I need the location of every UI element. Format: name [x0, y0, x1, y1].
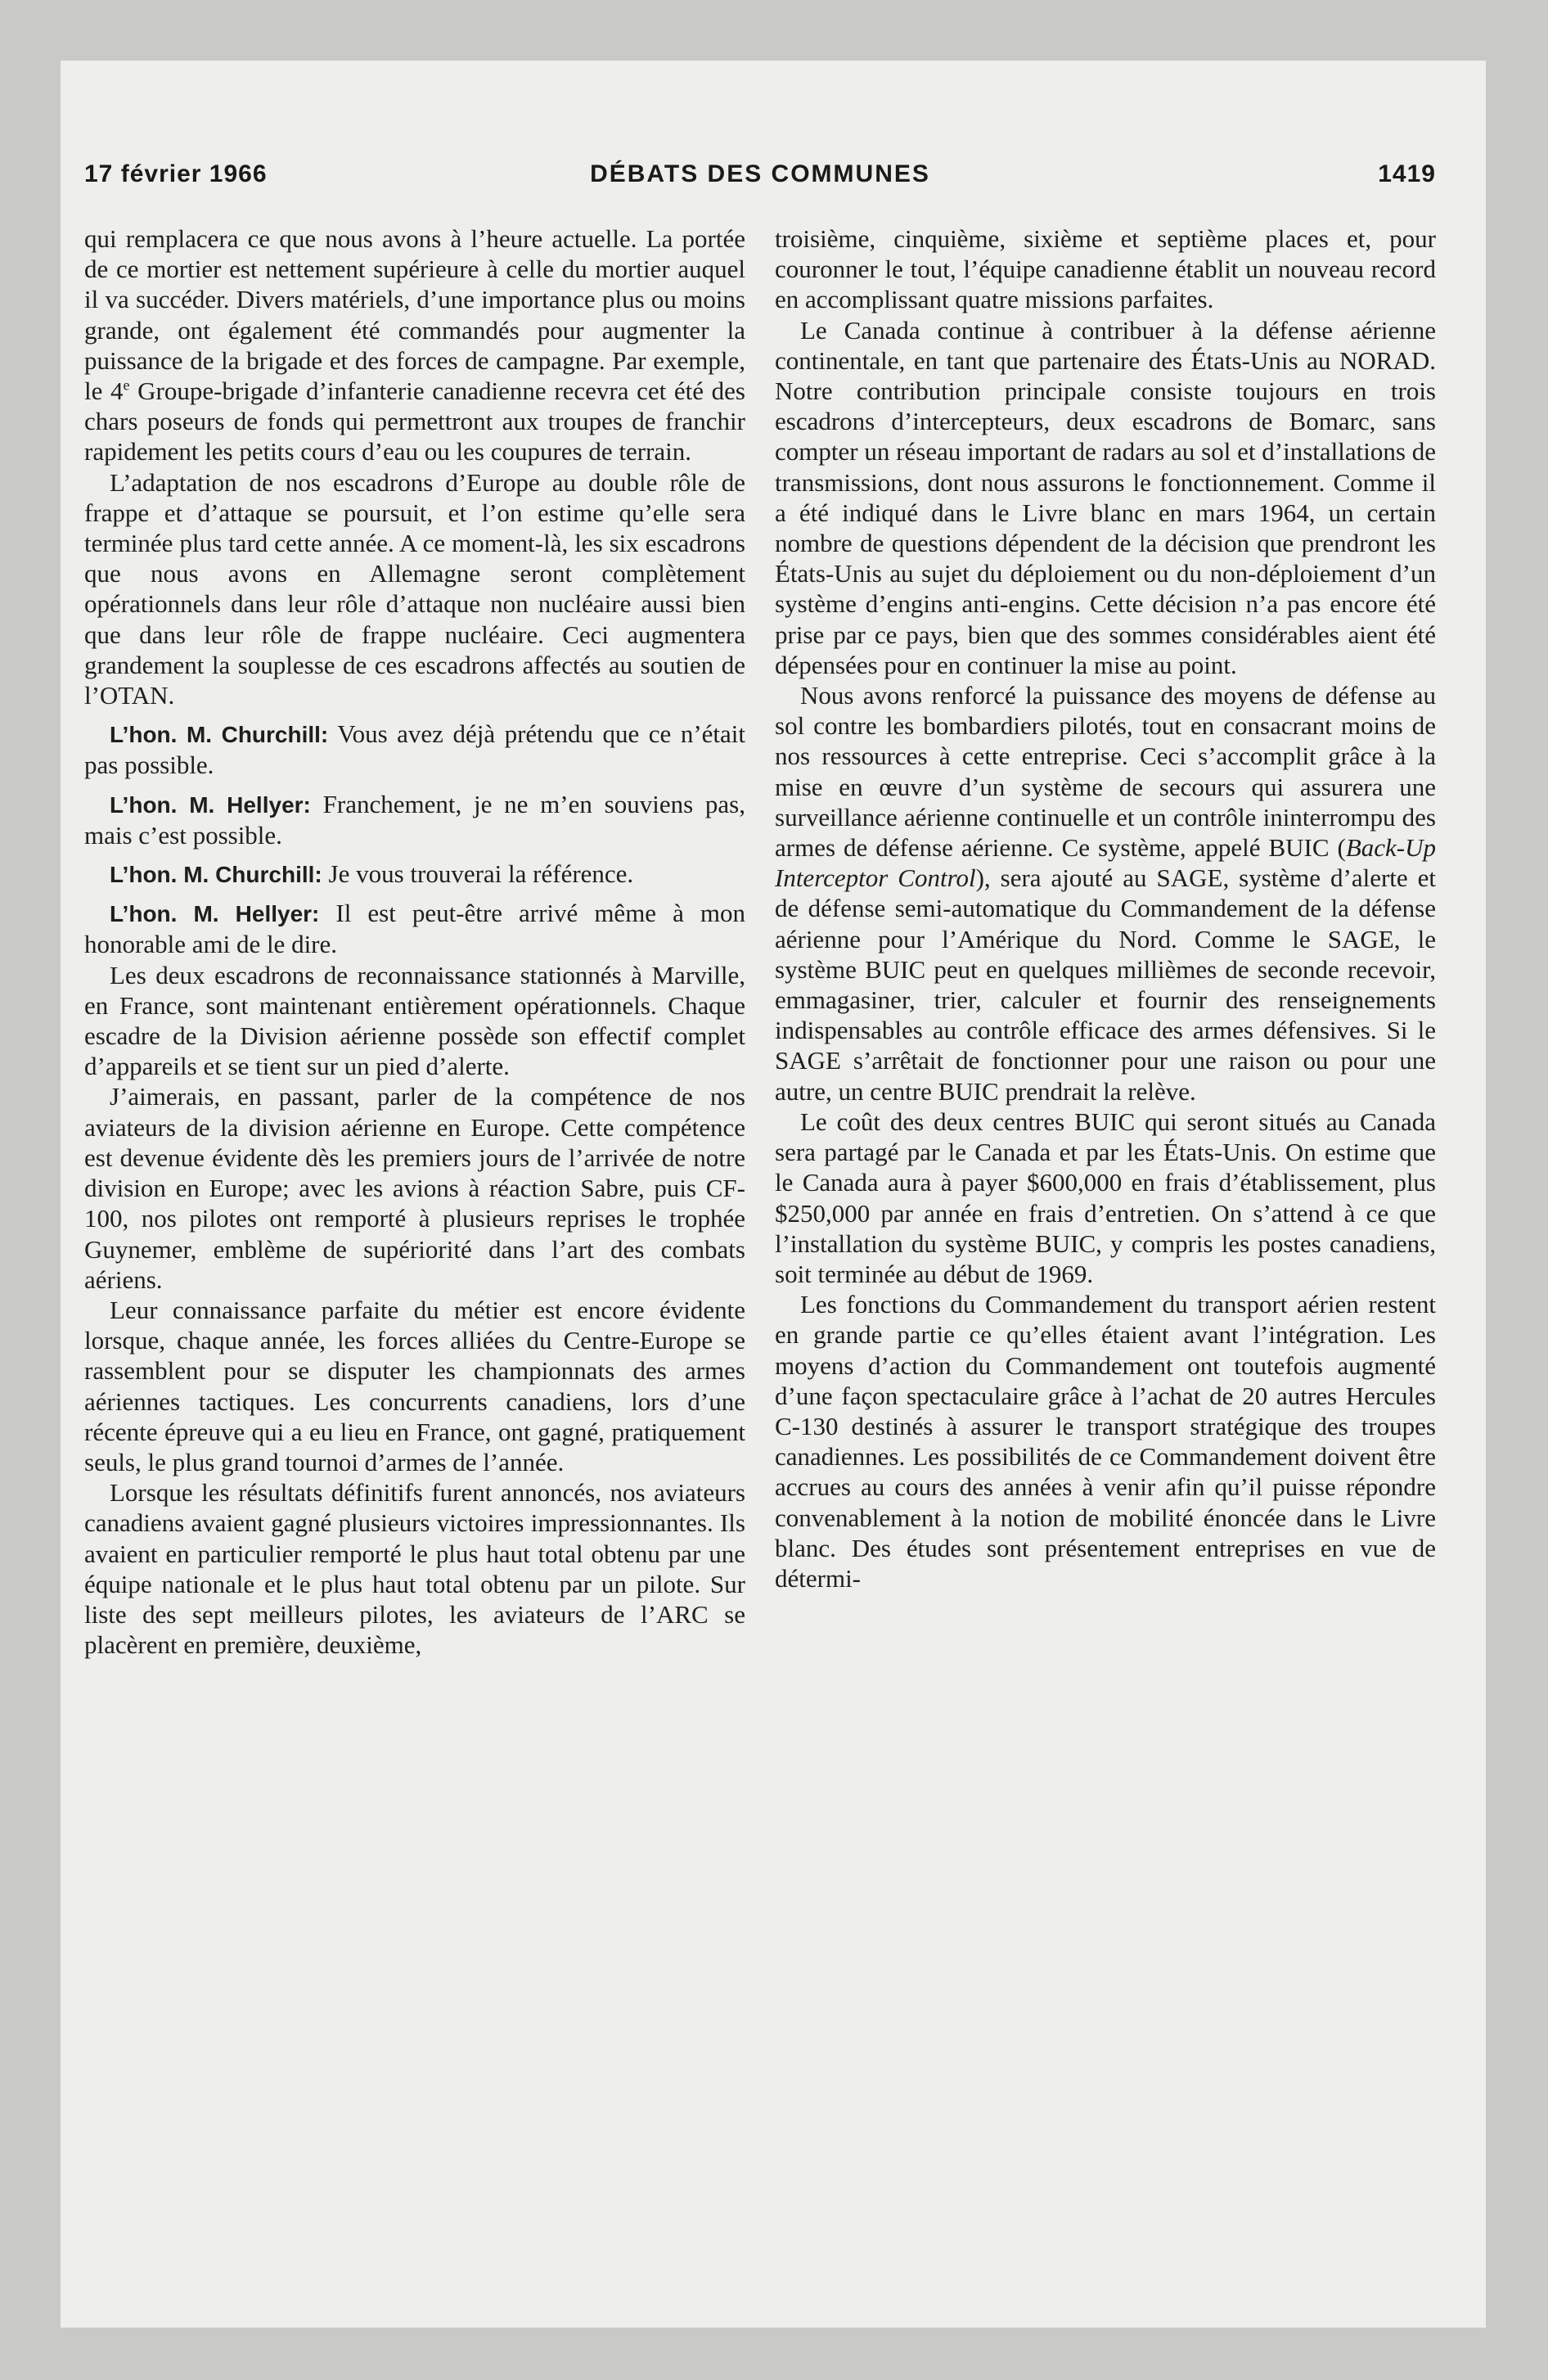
paragraph: Les fonctions du Commandement du transport aérien restent en grande partie ce qu’elles étaient avant l’intégration. Les moyens d’action du Commandement ont toutefois augmenté d’une façon spectaculaire grâce à l’achat de 20 autres Hercules C-130 destinés à assurer le transport stratégique des troupes canadiennes. Les possibilités de ce Commandement doivent être accrues au cours des années à venir afin qu’il puisse répondre convenablement à la notion de mobilité énoncée dans le Livre blanc. Des études sont présentement entreprises en vue de détermi-	[775, 1290, 1436, 1593]
paragraph-text: qui remplacera ce que nous avons à l’heure actuelle. La portée de ce mortier est nettement supérieure à celle du mortier auquel il va succéder. Divers matériels, d’une importance plus ou moins grande, ont également été commandés pour augmenter la puissance de la brigade et des forces de campagne. Par exemple, le 4	[84, 224, 745, 406]
speaker-name: L’hon. M. Churchill:	[110, 722, 329, 748]
paragraph: Leur connaissance parfaite du métier est encore évidente lorsque, chaque année, les forces alliées du Centre-Europe se rassemblent pour se disputer les championnats des armes aériennes tactiques. Les concurrents canadiens, lors d’une récente épreuve qui a eu lieu en France, ont gagné, pratiquement seuls, le plus grand tournoi d’armes de l’année.	[84, 1295, 745, 1476]
dialogue-line	[84, 719, 745, 780]
dialogue-line	[84, 898, 745, 959]
speaker-name: L’hon. M. Hellyer:	[110, 901, 320, 927]
italic-term: Back-Up Interceptor Control	[775, 833, 1436, 893]
paragraph-text: Groupe-brigade d’infanterie canadienne recevra cet été des chars poseurs de fonds qui permettront aux troupes de franchir rapidement les petits cours d’eau ou les coupures de terrain.	[84, 376, 745, 467]
paragraph-text: ), sera ajouté au SAGE, système d’alerte et de défense semi-automatique du Commandement de la défense aérienne pour l’Amérique du Nord. Comme le SAGE, le système BUIC peut en quelques millièmes de seconde recevoir, emmagasiner, trier, calculer et fournir des renseignements indispensables au contrôle efficace des armes défensives. Si le SAGE s’arrêtait de fonctionner pour une raison ou pour une autre, un centre BUIC prendrait la relève.	[775, 863, 1437, 1106]
speech-text: Vous avez déjà prétendu que ce n’était pas possible.	[84, 719, 745, 780]
paragraph: L’adaptation de nos escadrons d’Europe au double rôle de frappe et d’attaque se poursuit, et l’on estime qu’elle sera terminée plus tard cette année. A ce moment-là, les six escadrons que nous avons en Allemagne seront complètement opérationnels dans leur rôle d’attaque non nucléaire aussi bien que dans leur rôle de frappe nucléaire. Ceci augmentera grandement la souplesse de ces escadrons affectés au soutien de l’OTAN.	[84, 467, 745, 710]
paragraph: Lorsque les résultats définitifs furent annoncés, nos aviateurs canadiens avaient gagné plusieurs victoires impressionnantes. Ils avaient en particulier remporté le plus haut total obtenu par une équipe nationale et le plus haut total obtenu par un pilote. Sur liste des sept meilleurs pilotes, les aviateurs de l’ARC se placèrent en première, deuxième,	[84, 1478, 745, 1660]
speech-text: Il est peut-être arrivé même à mon honorable ami de le dire.	[84, 899, 745, 959]
paragraph-text: Nous avons renforcé la puissance des moyens de défense au sol contre les bombardiers pilotés, tout en consacrant moins de nos ressources à cette entreprise. Ceci s’accomplit grâce à la mise en œuvre d’un système de secours qui assurera une surveillance aérienne continuelle et un contrôle ininterrompu des armes de défense aérienne. Ce système, appelé BUIC (	[775, 681, 1436, 863]
paragraph: troisième, cinquième, sixième et septième places et, pour couronner le tout, l’équipe canadienne établit un nouveau record en accomplissant quatre missions parfaites.	[775, 224, 1436, 314]
left-column	[84, 223, 745, 1660]
paragraph: Le Canada continue à contribuer à la défense aérienne continentale, en tant que partenaire des États-Unis au NORAD. Notre contribution principale consiste toujours en trois escadrons d’intercepteurs, deux escadrons de Bomarc, sans compter un réseau important de radars au sol et d’installations de transmissions, dont nous assurons le fonctionnement. Comme il a été indiqué dans le Livre blanc en mars 1964, un certain nombre de questions dépendent de la décision que prendront les États-Unis au sujet du déploiement ou du non-déploiement d’un système d’engins anti-engins. Cette décision n’a pas encore été prise par ce pays, bien que des sommes considérables aient été dépensées pour en continuer la mise au point.	[775, 315, 1436, 679]
paragraph: Le coût des deux centres BUIC qui seront situés au Canada sera partagé par le Canada et par les États-Unis. On estime que le Canada aura à payer $600,000 en frais d’établissement, plus $250,000 par année en frais d’entretien. On s’attend à ce que l’installation du système BUIC, y compris les postes canadiens, soit terminée au début de 1969.	[775, 1107, 1436, 1288]
speech-text: Franchement, je ne m’en souviens pas, mais c’est possible.	[84, 789, 745, 850]
page-header	[84, 160, 1436, 193]
superscript: e	[123, 376, 130, 394]
speaker-name: L’hon. M. Hellyer:	[110, 791, 311, 818]
header-date: 17 février 1966	[84, 160, 268, 187]
paragraph: J’aimerais, en passant, parler de la compétence de nos aviateurs de la division aérienne en Europe. Cette compétence est devenue évidente dès les premiers jours de l’arrivée de notre division en Europe; avec les avions à réaction Sabre, puis CF-100, nos pilotes ont remporté à plusieurs reprises le trophée Guynemer, emblème de supériorité dans l’art des combats aériens.	[84, 1082, 745, 1294]
speech-text: Je vous trouverai la référence.	[322, 859, 634, 889]
header-page-number: 1419	[1378, 160, 1436, 187]
dialogue-line	[84, 859, 745, 890]
paragraph	[84, 223, 745, 467]
header-title: DÉBATS DES COMMUNES	[590, 160, 930, 187]
right-column	[775, 223, 1436, 1593]
paragraph: Les deux escadrons de reconnaissance stationnés à Marville, en France, sont maintenant entièrement opérationnels. Chaque escadre de la Division aérienne possède son effectif complet d’appareils et se tient sur un pied d’alerte.	[84, 960, 745, 1081]
speaker-name: L’hon. M. Churchill:	[110, 862, 322, 888]
dialogue-line	[84, 789, 745, 850]
paragraph	[775, 680, 1436, 1107]
